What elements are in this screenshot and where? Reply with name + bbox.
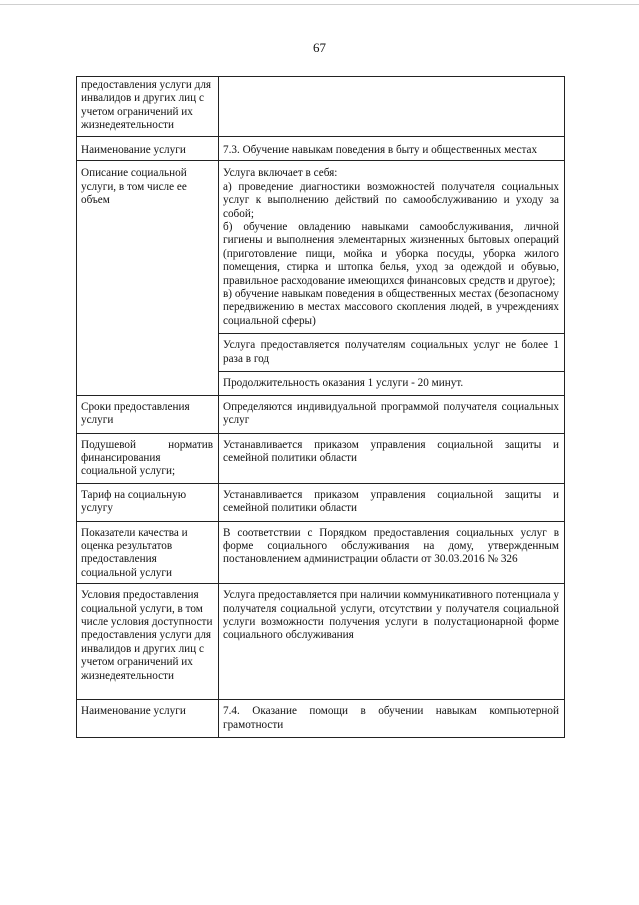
table-row bbox=[77, 433, 565, 483]
table-row bbox=[77, 700, 565, 738]
service-duration: Продолжительность оказания 1 услуги - 20 минут. bbox=[219, 371, 564, 390]
scan-edge-line bbox=[0, 4, 639, 5]
table-row bbox=[77, 161, 565, 395]
row-value: Определяются индивидуальной программой получателя социальных услуг bbox=[219, 395, 565, 433]
table-row bbox=[77, 584, 565, 700]
service-description: Услуга включает в себя: а) проведение диагностики возможностей получателя социальных услуг к выполнению действий по самообслуживанию и уходу за собой; б) обучение овладению навыками самообслуживания, личной гигиены и выполнения элементарных жизненных бытовых операций (приготовление пищи, мойка и уборка посуды, уборка жилого помещения, стирка и штопка белья, уход за одеждой и обувью, правильное расходование имеющихся финансовых средств и другое); в) обучение навыкам поведения в общественных местах (безопасному передвижению в местах массового скопления людей, в учреждениях социальной сферы) bbox=[223, 167, 559, 327]
row-label: Показатели качества и оценка результатов предоставления социальной услуги bbox=[77, 521, 219, 584]
row-label: Наименование услуги bbox=[77, 700, 219, 738]
row-label: предоставления услуги для инвалидов и других лиц с учетом ограничений их жизнедеятельности bbox=[77, 77, 219, 137]
row-value: В соответствии с Порядком предоставления социальных услуг в форме социального обслуживания на дому, утвержденным постановлением администрации области от 30.03.2016 № 326 bbox=[219, 521, 565, 584]
service-frequency: Услуга предоставляется получателям социальных услуг не более 1 раза в год bbox=[219, 333, 564, 366]
row-value: Устанавливается приказом управления социальной защиты и семейной политики области bbox=[219, 483, 565, 521]
service-table bbox=[76, 76, 565, 738]
table-row bbox=[77, 483, 565, 521]
table-row bbox=[77, 395, 565, 433]
service-name: 7.3. Обучение навыкам поведения в быту и общественных местах bbox=[219, 137, 565, 161]
table-row bbox=[77, 137, 565, 161]
table-row bbox=[77, 521, 565, 584]
row-value bbox=[219, 77, 565, 137]
row-label: Сроки предоставления услуги bbox=[77, 395, 219, 433]
service-name: 7.4. Оказание помощи в обучении навыкам компьютерной грамотности bbox=[219, 700, 565, 738]
row-label: Наименование услуги bbox=[77, 137, 219, 161]
row-value: Услуга предоставляется при наличии коммуникативного потенциала у получателя социальной услуги, отсутствии у получателя социальной услуги возможности получения услуги в полустационарной форме социального обслуживания bbox=[219, 584, 565, 700]
row-label: Описание социальной услуги, в том числе ее объем bbox=[77, 161, 219, 395]
service-description-cell bbox=[219, 161, 565, 395]
table-row bbox=[77, 77, 565, 137]
row-label: Подушевой норматив финансирования социальной услуги; bbox=[77, 433, 219, 483]
page-number: 67 bbox=[313, 40, 326, 55]
row-label: Условия предоставления социальной услуги, в том числе условия доступности предоставления услуги для инвалидов и других лиц с учетом ограничений их жизнедеятельности bbox=[77, 584, 219, 700]
row-value: Устанавливается приказом управления социальной защиты и семейной политики области bbox=[219, 433, 565, 483]
row-label: Тариф на социальную услугу bbox=[77, 483, 219, 521]
